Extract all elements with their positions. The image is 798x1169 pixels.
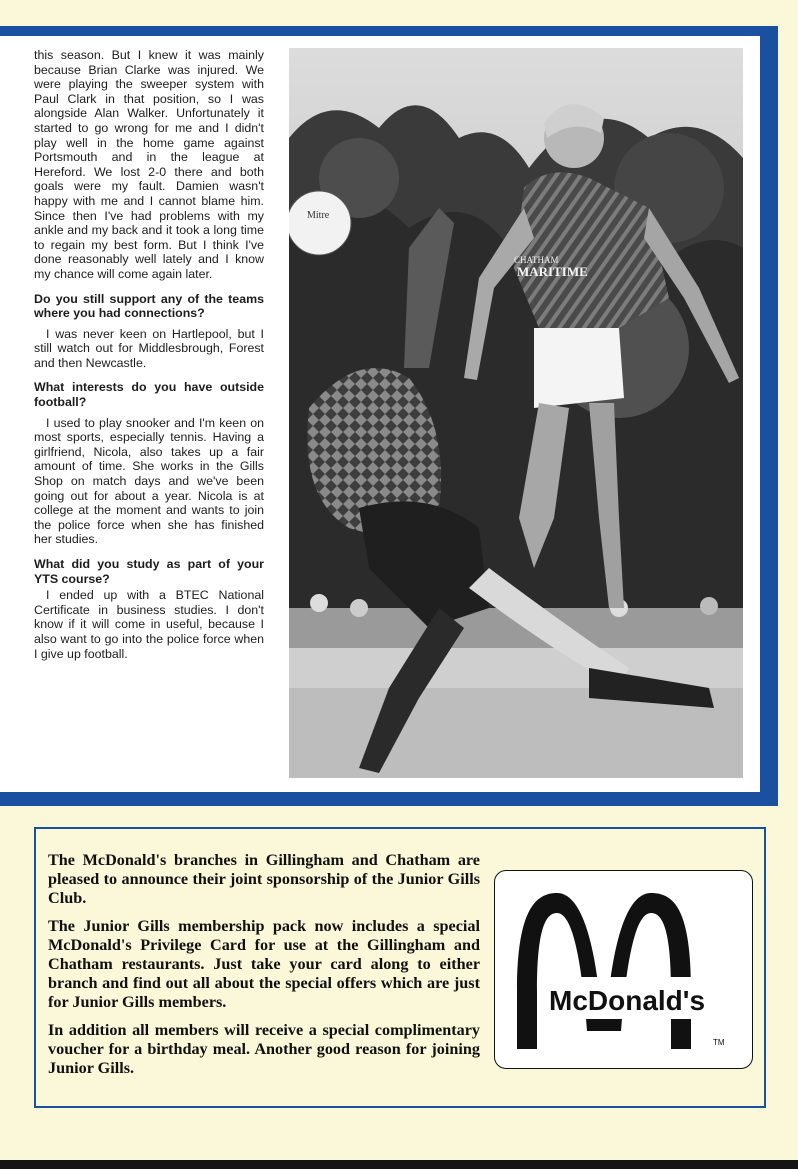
- interview-question: Do you still support any of the teams where you had connections?: [34, 291, 264, 321]
- bottom-edge-strip: [0, 1160, 798, 1169]
- shirt-sponsor-main: MARITIME: [517, 264, 588, 279]
- interview-question: What did you study as part of your YTS course?: [34, 557, 264, 586]
- article-text-column: [34, 48, 264, 671]
- mcdonalds-logo: [494, 870, 753, 1069]
- match-action-photo: [289, 48, 743, 778]
- mcdonalds-advert: [34, 827, 766, 1108]
- article-paragraph: this season. But I knew it was mainly because Brian Clarke was injured. We were playing the sweeper system with Paul Clark in that position, so I was alongside Alan Walker. Unfortunately it started to go wrong for me and I didn't play well in the home game against Portsmouth and in the league at Hereford. We lost 2-0 there and both goals were my fault. Damien wasn't happy with me and I cannot blame him. Since then I've had problems with my ankle and my back and it took a long time to regain my best form. But I think I've done reasonably well lately and I know my chance will come again later.: [34, 48, 264, 281]
- interview-answer: I was never keen on Hartlepool, but I still watch out for Middlesbrough, Forest and then Newcastle.: [34, 326, 264, 370]
- logo-wordmark: McDonald's: [549, 985, 706, 1016]
- advert-paragraph: The Junior Gills membership pack now includes a special McDonald's Privilege Card for use at the Gillingham and Chatham restaurants. Just take your card along to either branch and find out all about the special offers which are just for Junior Gills members.: [48, 917, 480, 1011]
- golden-arches-icon: [517, 893, 691, 1049]
- advert-paragraph: In addition all members will receive a special complimentary voucher for a birthday meal. Another good reason for joining Junior Gills.: [48, 1021, 480, 1077]
- interview-question: What interests do you have outside football?: [34, 380, 264, 410]
- interview-answer: I ended up with a BTEC National Certificate in business studies. I don't know if it will come in useful, because I also want to go into the police force when I give up football.: [34, 588, 264, 661]
- advert-paragraph: The McDonald's branches in Gillingham and Chatham are pleased to announce their joint sponsorship of the Junior Gills Club.: [48, 851, 480, 907]
- interview-answer: I used to play snooker and I'm keen on most sports, especially tennis. Having a girlfriend, Nicola, also takes up a fair amount of time. She works in the Gills Shop on match days and we've been going out for about a year. Nicola is at college at the moment and wants to join the police force when she has finished her studies.: [34, 415, 264, 547]
- shirt-sponsor-top: CHATHAM: [514, 255, 559, 265]
- trademark-mark: TM: [713, 1038, 725, 1047]
- ball-brand: Mitre: [307, 210, 330, 221]
- advert-text: [48, 851, 480, 1087]
